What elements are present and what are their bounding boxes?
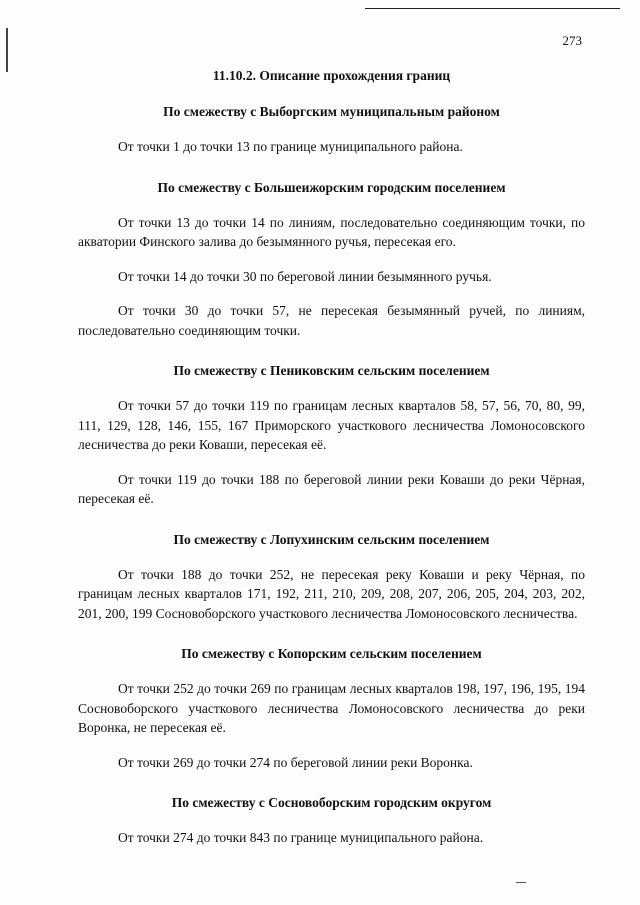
paragraph: От точки 274 до точки 843 по границе муниципального района. <box>118 830 484 845</box>
subsection-title: По смежеству с Сосновоборским городским округом <box>171 795 492 810</box>
paragraph: От точки 252 до точки 269 по границам лесных кварталов 198, 197, 196, 195, 194 Сосновоборского участкового лесничества Ломоносовского лесничества до реки Воронка, не пересекая её. <box>78 681 585 735</box>
section-title: 11.10.2. Описание прохождения границ <box>212 68 451 83</box>
subsection-title: По смежеству с Копорским сельским поселением <box>181 646 482 661</box>
subsection-title: По смежеству с Большеижорским городским поселением <box>157 179 506 195</box>
subsection-title: По смежеству с Выборгским муниципальным районом <box>163 104 500 119</box>
subsection-title: По смежеству с Пениковским сельским поселением <box>173 363 490 378</box>
page-number: 273 <box>562 33 582 48</box>
paragraph: От точки 30 до точки 57, не пересекая безымянный ручей, по линиям, последовательно соединяющим точки. <box>78 303 585 338</box>
header-rule <box>365 8 620 9</box>
paragraph: От точки 119 до точки 188 по береговой линии реки Коваши до реки Чёрная, пересекая её. <box>78 471 585 506</box>
paragraph: От точки 1 до точки 13 по границе муниципального района. <box>118 139 463 154</box>
paragraph: От точки 269 до точки 274 по береговой линии реки Воронка. <box>118 754 473 770</box>
scan-margin-mark <box>6 28 8 72</box>
document-body <box>78 66 585 848</box>
scan-artifact <box>516 882 526 883</box>
paragraph: От точки 188 до точки 252, не пересекая реку Коваши и реку Чёрная, по границам лесных кварталов 171, 192, 211, 210, 209, 208, 207, 206, 205, 204, 203, 202, 201, 200, 199 Сосновоборского участкового лесничества Ломоносовского лесничества. <box>78 566 585 621</box>
paragraph: От точки 57 до точки 119 по границам лесных кварталов 58, 57, 56, 70, 80, 99, 111, 129, 128, 146, 155, 167 Приморского участкового лесничества Ломоносовского лесничества до реки Коваши, пересекая её. <box>78 398 585 452</box>
subsection-title: По смежеству с Лопухинским сельским поселением <box>173 531 490 547</box>
paragraph: От точки 14 до точки 30 по береговой линии безымянного ручья. <box>118 268 492 284</box>
paragraph: От точки 13 до точки 14 по линиям, последовательно соединяющим точки, по акватории Финского залива до безымянного ручья, пересекая его. <box>78 214 585 249</box>
